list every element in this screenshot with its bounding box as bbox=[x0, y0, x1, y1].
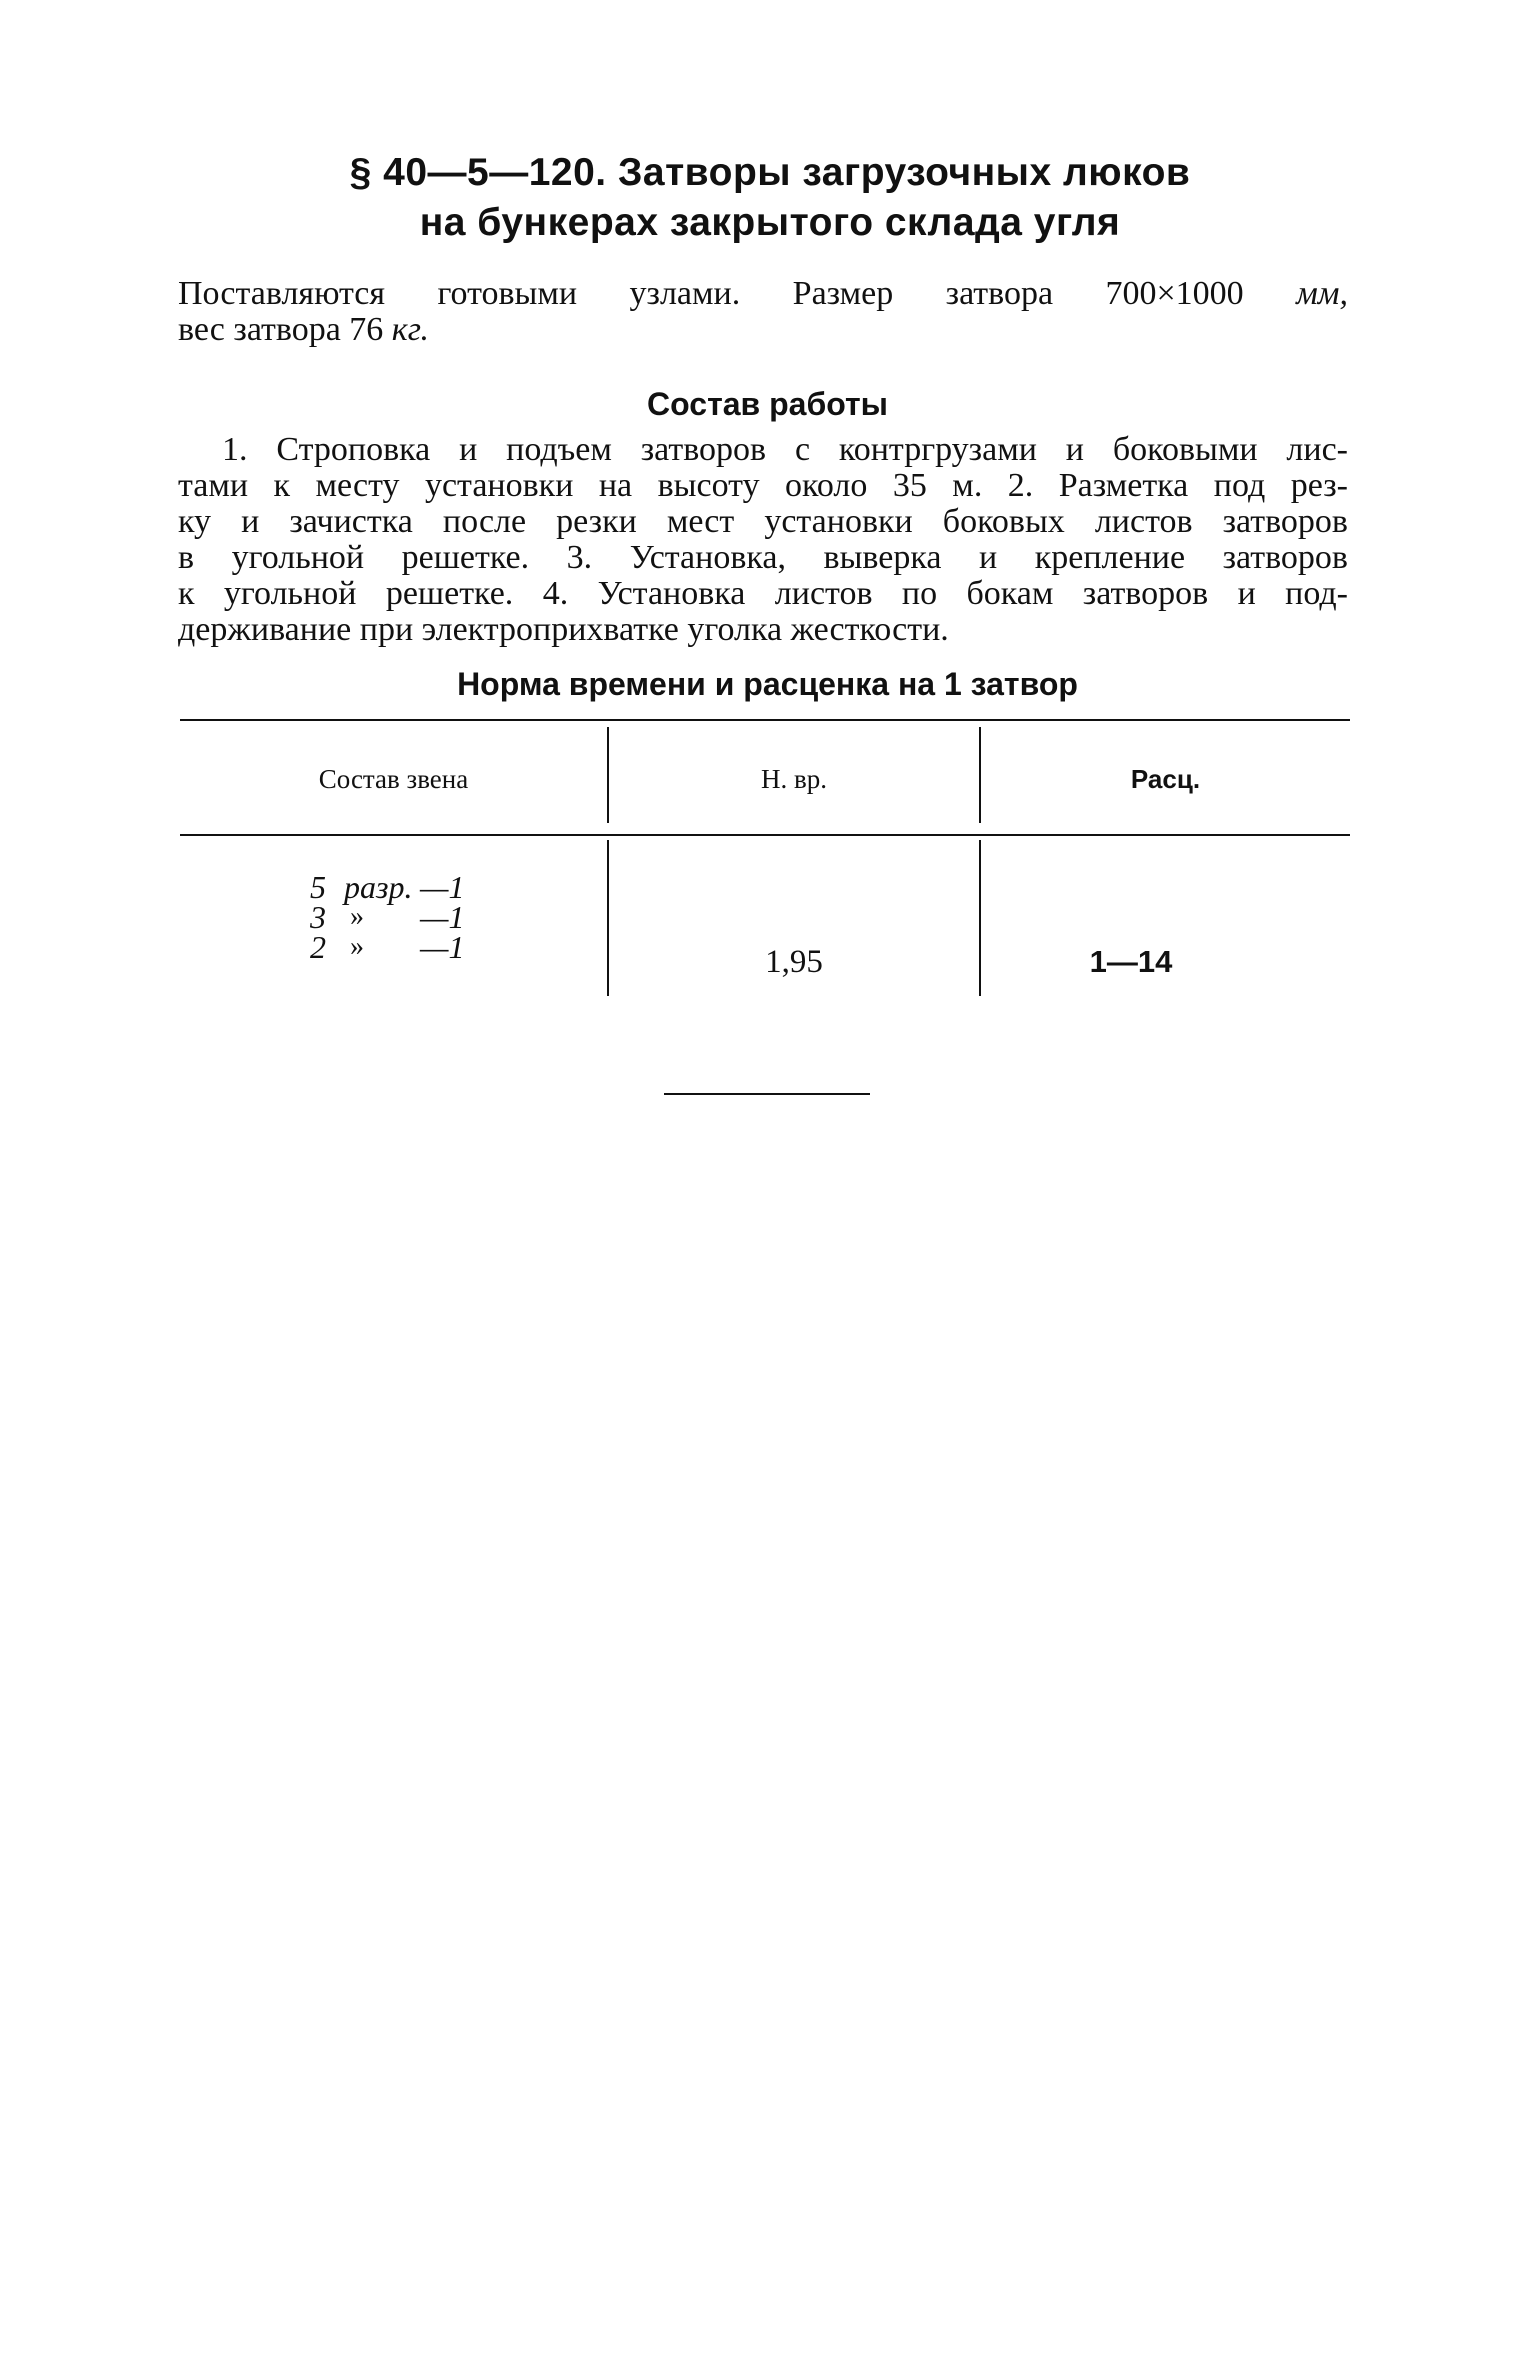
table-top-rule bbox=[180, 719, 1350, 721]
table-title: Норма времени и расценка на 1 затвор bbox=[457, 666, 1078, 702]
intro-line-1-text: Поставляются готовыми узлами. Размер затвора 700×1000 bbox=[178, 275, 1244, 312]
header-rate: Расц. bbox=[1130, 764, 1201, 794]
work-line: 1. Строповка и подъем затворов с контргрузами и боковыми лис- bbox=[222, 431, 1348, 468]
section-title-line-2: на бункерах закрытого склада угля bbox=[419, 201, 1121, 244]
crew-row bbox=[300, 929, 500, 965]
work-line: в угольной решетке. 3. Установка, выверка и крепление затворов bbox=[178, 539, 1348, 576]
crew-count: —1 bbox=[420, 899, 465, 935]
intro-line-2 bbox=[178, 311, 429, 348]
crew-mark: » bbox=[350, 931, 364, 962]
intro-line-2-text: вес затвора 76 bbox=[178, 311, 384, 348]
work-line: ку и зачистка после резки мест установки боковых листов затворов bbox=[178, 503, 1348, 540]
crew-grade: 5 bbox=[310, 869, 326, 905]
intro-line-2-unit: кг. bbox=[391, 311, 430, 348]
crew-composition bbox=[300, 869, 500, 965]
table-header-rule bbox=[180, 834, 1350, 836]
intro-line-1-unit: мм, bbox=[1296, 275, 1348, 312]
intro-paragraph bbox=[178, 276, 1348, 348]
end-rule bbox=[664, 1093, 870, 1095]
rate-value: 1—14 bbox=[1089, 944, 1173, 979]
intro-line-1 bbox=[178, 276, 1348, 312]
crew-grade: 3 bbox=[310, 899, 326, 935]
crew-mark: разр. bbox=[344, 869, 413, 905]
work-description bbox=[178, 432, 1348, 648]
time-norm-value: 1,95 bbox=[765, 944, 823, 980]
crew-count: —1 bbox=[420, 929, 465, 965]
crew-row bbox=[300, 869, 500, 905]
crew-row bbox=[300, 899, 500, 935]
section-title bbox=[180, 148, 1360, 248]
work-heading: Состав работы bbox=[647, 386, 888, 422]
crew-grade: 2 bbox=[310, 929, 326, 965]
crew-mark: » bbox=[350, 901, 364, 932]
header-crew: Состав звена bbox=[318, 764, 469, 794]
work-line: к угольной решетке. 4. Установка листов по бокам затворов и под- bbox=[178, 575, 1348, 612]
section-title-line-1: § 40—5—120. Затворы загрузочных люков bbox=[349, 151, 1191, 194]
crew-count: —1 bbox=[420, 869, 465, 905]
work-line: держивание при электроприхватке уголка жесткости. bbox=[178, 611, 949, 648]
header-time-norm: Н. вр. bbox=[761, 764, 827, 794]
work-line: тами к месту установки на высоту около 35 м. 2. Разметка под рез- bbox=[178, 467, 1348, 504]
